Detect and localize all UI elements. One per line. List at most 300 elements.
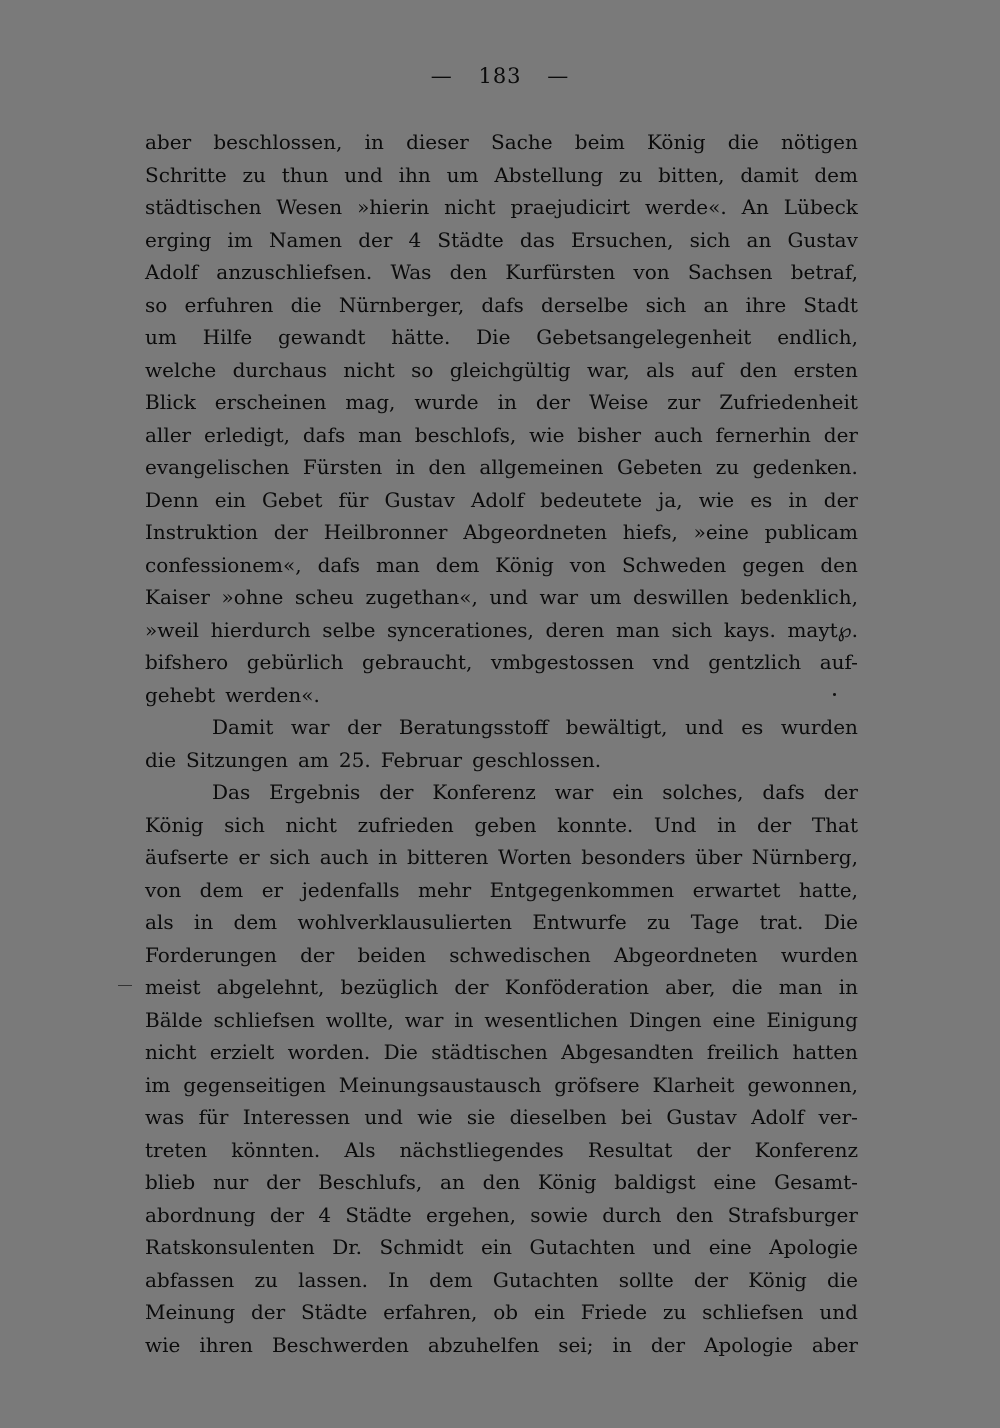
- text-word: wurden: [780, 942, 858, 967]
- text-word: die: [145, 747, 177, 772]
- text-word: Nürnberg,: [751, 845, 858, 869]
- text-line: [145, 1329, 858, 1362]
- text-line: [145, 386, 858, 419]
- text-word: er: [261, 877, 284, 902]
- text-word: der: [273, 520, 308, 544]
- text-word: Adolf: [751, 1105, 805, 1129]
- text-word: in: [454, 1007, 474, 1032]
- text-word: den: [428, 455, 466, 479]
- text-word: Sache: [491, 130, 553, 154]
- text-word: Abgesandten: [561, 1040, 694, 1064]
- text-word: Gustav: [384, 487, 455, 512]
- text-word: die: [727, 130, 759, 154]
- text-word: in: [193, 910, 214, 934]
- text-word: nicht: [444, 195, 496, 219]
- text-word: Konföderation: [504, 975, 650, 999]
- text-line: [145, 1199, 858, 1232]
- text-word: Die: [476, 325, 511, 349]
- text-word: Kaiser: [145, 585, 210, 609]
- text-word: der: [823, 780, 858, 804]
- text-word: baldigst: [614, 1170, 696, 1194]
- text-word: gentzlich: [708, 650, 802, 674]
- text-word: in: [497, 390, 517, 414]
- text-word: Zufriedenheit: [719, 390, 858, 414]
- text-line: [145, 159, 858, 192]
- text-word: Städte: [345, 1202, 412, 1227]
- text-word: deren: [545, 617, 605, 642]
- text-word: dafs: [481, 292, 524, 317]
- text-word: abzuhelfen: [427, 1332, 540, 1357]
- text-word: ja,: [658, 487, 683, 512]
- text-word: der: [300, 942, 335, 967]
- text-word: Strafsburger: [727, 1202, 858, 1227]
- text-word: Meinung: [145, 1300, 236, 1324]
- text-word: Adolf: [470, 487, 525, 512]
- text-word: deswillen: [633, 585, 729, 609]
- text-word: der: [454, 975, 489, 999]
- text-word: dem: [435, 552, 480, 577]
- text-word: eine: [712, 1007, 756, 1032]
- text-line: [145, 1101, 858, 1134]
- text-word: Gutachten: [492, 1267, 599, 1292]
- text-word: gleichgültig: [449, 357, 571, 382]
- text-word: über: [695, 845, 743, 869]
- text-word: nicht: [343, 357, 395, 382]
- text-word: nötigen: [781, 130, 858, 154]
- text-word: Wesen: [276, 195, 343, 219]
- text-word: und: [652, 1235, 692, 1259]
- text-word: Gustav: [787, 227, 858, 252]
- text-word: man: [375, 552, 420, 577]
- text-word: Schweden: [621, 552, 727, 577]
- text-word: wurden: [780, 715, 858, 739]
- text-word: lassen.: [298, 1267, 368, 1292]
- text-word: städtischen: [431, 1040, 548, 1064]
- text-word: es: [750, 487, 773, 512]
- text-word: dem: [814, 162, 858, 187]
- text-word: wie: [145, 1332, 181, 1357]
- text-word: Abgeordneten: [463, 520, 607, 544]
- text-word: zu: [647, 910, 671, 934]
- text-word: zu: [662, 1300, 687, 1324]
- text-word: Februar: [380, 747, 463, 772]
- text-word: Weise: [589, 390, 649, 414]
- text-word: im: [227, 227, 253, 252]
- text-word: That: [811, 812, 858, 837]
- text-word: bedenklich,: [740, 585, 858, 609]
- text-line: [145, 971, 858, 1004]
- text-word: als: [145, 910, 174, 934]
- text-word: bitten,: [658, 162, 725, 187]
- text-word: zu: [242, 162, 266, 187]
- text-line: [145, 484, 858, 517]
- text-word: sich: [671, 617, 713, 642]
- text-word: praejudicirt: [510, 195, 631, 219]
- text-word: wesentlichen: [484, 1007, 618, 1032]
- text-word: Tage: [690, 910, 740, 934]
- text-word: auf: [691, 357, 724, 382]
- text-word: so: [411, 357, 434, 382]
- text-word: für: [198, 1105, 229, 1129]
- text-word: an: [746, 227, 772, 252]
- text-word: vmbgestossen: [490, 650, 635, 674]
- text-word: Konferenz: [432, 780, 536, 804]
- text-word: er: [238, 845, 260, 869]
- text-word: König: [145, 812, 204, 837]
- text-word: die: [290, 292, 322, 317]
- text-line: [145, 419, 858, 452]
- text-word: auch: [653, 422, 703, 447]
- text-word: erfahren,: [383, 1300, 478, 1324]
- text-word: Die: [383, 1040, 418, 1064]
- text-word: in: [717, 812, 737, 837]
- text-word: gebürlich: [246, 650, 344, 674]
- text-word: An: [741, 195, 769, 219]
- text-word: war: [404, 1007, 444, 1032]
- text-word: hierdurch: [210, 617, 311, 642]
- text-word: dafs: [317, 552, 360, 577]
- text-word: dieselben: [509, 1105, 607, 1129]
- text-word: der: [650, 1332, 686, 1357]
- page-number: 183: [478, 64, 522, 88]
- text-word: Konferenz: [754, 1137, 858, 1162]
- text-word: Blick: [145, 390, 196, 414]
- text-word: selbe: [322, 617, 376, 642]
- text-line: [145, 1166, 858, 1199]
- text-word: blieb: [145, 1170, 196, 1194]
- text-word: am: [298, 747, 329, 772]
- text-word: und: [685, 715, 724, 739]
- text-word: Gustav: [666, 1105, 737, 1129]
- text-word: nicht: [145, 1040, 197, 1064]
- margin-mark: [118, 985, 132, 986]
- text-word: »weil: [145, 617, 199, 642]
- text-word: der: [379, 780, 414, 804]
- text-word: Schmidt: [379, 1235, 464, 1259]
- text-word: Instruktion: [145, 520, 258, 544]
- text-word: freilich: [706, 1040, 779, 1064]
- text-word: gebraucht,: [362, 650, 473, 674]
- text-word: Abstellung: [494, 162, 604, 187]
- text-word: Gebeten: [617, 455, 703, 479]
- text-word: nicht: [285, 812, 337, 837]
- text-word: das: [519, 227, 555, 252]
- text-line: [145, 581, 858, 614]
- text-line: [145, 1036, 858, 1069]
- text-word: zugethan«,: [365, 585, 478, 609]
- text-word: hatten: [792, 1040, 858, 1064]
- text-word: fernerhin: [715, 422, 811, 447]
- text-line: [145, 841, 858, 874]
- text-word: der: [266, 1170, 301, 1194]
- text-word: endlich,: [777, 325, 858, 349]
- text-word: in: [788, 487, 808, 512]
- text-word: Die: [823, 910, 858, 934]
- text-word: Friede: [580, 1300, 648, 1324]
- text-word: Das: [212, 780, 251, 804]
- text-word: die: [731, 975, 763, 999]
- text-word: war,: [586, 357, 630, 382]
- text-word: zufrieden: [357, 812, 454, 837]
- text-word: war: [290, 715, 330, 739]
- text-word: der: [358, 227, 393, 252]
- text-word: aller: [145, 422, 192, 447]
- text-word: König: [537, 1170, 597, 1194]
- text-word: um: [145, 325, 177, 349]
- text-word: »hierin: [357, 195, 430, 219]
- text-word: als: [646, 357, 675, 382]
- text-word: Meinungsaustausch: [338, 1072, 542, 1097]
- text-line: [145, 289, 858, 322]
- text-word: meist: [145, 975, 201, 999]
- text-word: damit: [740, 162, 799, 187]
- text-word: publicam: [764, 520, 858, 544]
- text-word: in: [364, 130, 384, 154]
- text-word: in: [395, 455, 415, 479]
- text-word: erzielt: [209, 1040, 275, 1064]
- text-word: Entgegenkommen: [489, 877, 675, 902]
- text-word: sie: [466, 1105, 496, 1129]
- text-word: sich: [689, 227, 731, 252]
- text-word: aber: [811, 1332, 858, 1357]
- text-word: gröfsere: [554, 1072, 640, 1097]
- text-word: wurde: [414, 390, 479, 414]
- text-word: Schritte: [145, 162, 227, 187]
- text-word: erfuhren: [184, 292, 274, 317]
- text-word: ver-: [818, 1105, 858, 1129]
- text-word: durch: [602, 1202, 662, 1227]
- text-word: der: [823, 422, 858, 447]
- text-line: [145, 516, 858, 549]
- text-word: erscheinen: [214, 390, 327, 414]
- text-word: gegenseitigen: [183, 1072, 326, 1097]
- text-word: wie: [698, 487, 735, 512]
- text-word: Beschlufs,: [318, 1170, 423, 1194]
- text-word: syncerationes,: [387, 617, 534, 642]
- text-word: erwartet: [692, 877, 781, 902]
- text-word: Gutachten: [529, 1235, 636, 1259]
- text-word: Abgeordneten: [613, 942, 758, 967]
- text-word: nächstliegendes: [399, 1137, 564, 1162]
- text-word: sich: [224, 812, 265, 837]
- text-word: durchaus: [232, 357, 328, 382]
- text-word: in: [838, 975, 858, 999]
- text-word: werde«.: [644, 195, 727, 219]
- text-line: [145, 126, 858, 159]
- text-word: worden.: [287, 1040, 371, 1064]
- text-word: Beratungsstoff: [398, 715, 549, 739]
- print-speck: [833, 693, 836, 696]
- text-word: Apologie: [769, 1235, 858, 1259]
- text-word: ob: [493, 1300, 519, 1324]
- text-word: Hilfe: [202, 325, 253, 349]
- text-word: aber: [145, 130, 192, 154]
- text-word: Fürsten: [302, 455, 383, 479]
- text-word: an: [440, 1170, 465, 1194]
- text-word: der: [696, 1137, 731, 1162]
- text-word: Worten: [498, 845, 572, 869]
- text-word: treten: [145, 1137, 208, 1162]
- text-word: der: [269, 1202, 305, 1227]
- text-word: wollte,: [325, 1007, 394, 1032]
- text-word: bei: [621, 1105, 653, 1129]
- text-word: vnd: [652, 650, 690, 674]
- text-word: König: [495, 552, 554, 577]
- text-line: [145, 256, 858, 289]
- text-word: bitteren: [407, 845, 489, 869]
- text-word: Als: [344, 1137, 376, 1162]
- text-word: gewonnen,: [747, 1072, 858, 1097]
- text-word: Beschwerden: [271, 1332, 409, 1357]
- text-word: kays.: [723, 617, 776, 642]
- text-word: es: [741, 715, 764, 739]
- text-word: gewandt: [278, 325, 366, 349]
- text-word: schliefsen: [702, 1300, 804, 1324]
- text-word: aber,: [665, 975, 716, 999]
- text-line: [145, 1231, 858, 1264]
- text-word: 25.: [338, 747, 371, 772]
- text-line: [145, 906, 858, 939]
- text-word: sei;: [558, 1332, 594, 1357]
- text-word: hiefs,: [622, 520, 678, 544]
- text-line: [145, 939, 858, 972]
- text-line: [145, 354, 858, 387]
- text-word: geben: [474, 812, 537, 837]
- text-word: bifshero: [145, 650, 229, 674]
- text-word: dem: [233, 910, 278, 934]
- text-line: [145, 1264, 858, 1297]
- text-word: Dr.: [332, 1235, 363, 1259]
- text-word: Gebetsangelegenheit: [536, 325, 752, 349]
- text-word: der: [823, 487, 858, 512]
- text-word: betraf,: [790, 260, 858, 284]
- text-word: Namen: [268, 227, 343, 252]
- text-word: mayt℘.: [787, 617, 858, 642]
- text-word: der: [347, 715, 382, 739]
- text-word: evangelischen: [145, 455, 290, 479]
- text-word: für: [338, 487, 369, 512]
- text-line: [145, 321, 858, 354]
- text-word: derselbe: [541, 292, 629, 317]
- text-line: [145, 1004, 858, 1037]
- text-word: Forderungen: [145, 942, 277, 967]
- text-word: der: [693, 1267, 729, 1292]
- text-word: König: [748, 1267, 807, 1292]
- text-line: [145, 874, 858, 907]
- text-word: Ergebnis: [269, 780, 361, 804]
- text-word: an: [703, 292, 729, 317]
- text-word: geschlossen.: [472, 747, 602, 772]
- text-word: ein: [480, 1235, 513, 1259]
- text-word: Städte: [300, 1300, 368, 1324]
- text-word: in: [378, 845, 398, 869]
- text-word: auch: [319, 845, 369, 869]
- text-word: Einigung: [766, 1007, 858, 1032]
- text-word: um: [589, 585, 622, 609]
- text-line: [145, 809, 858, 842]
- text-word: mag,: [345, 390, 396, 414]
- text-word: scheu: [294, 585, 354, 609]
- text-word: dafs: [762, 780, 805, 804]
- text-word: Interessen: [242, 1105, 351, 1129]
- text-word: bezüglich: [340, 975, 439, 999]
- text-word: der: [250, 1300, 286, 1324]
- text-word: »ohne: [221, 585, 284, 609]
- text-word: dem: [199, 877, 244, 902]
- text-word: man: [616, 617, 660, 642]
- page-number-dash-right: —: [547, 64, 570, 88]
- text-word: dem: [429, 1267, 473, 1292]
- text-word: den: [449, 260, 488, 284]
- text-word: Gesamt-: [774, 1170, 858, 1194]
- text-word: im: [145, 1072, 171, 1097]
- text-word: den: [820, 552, 858, 577]
- text-word: der: [756, 812, 792, 837]
- text-word: beim: [574, 130, 625, 154]
- text-word: beschlofs,: [414, 422, 517, 447]
- text-word: den: [739, 357, 778, 382]
- text-word: gehebt: [145, 682, 216, 707]
- text-word: abgelehnt,: [216, 975, 325, 999]
- text-line: [145, 1069, 858, 1102]
- text-word: bedeutete: [540, 487, 643, 512]
- text-word: Resultat: [587, 1137, 673, 1162]
- text-word: hatte,: [798, 877, 858, 902]
- text-word: eine: [708, 1235, 752, 1259]
- text-word: gedenken.: [752, 455, 858, 479]
- text-word: eine: [713, 1170, 757, 1194]
- text-word: um: [446, 162, 479, 187]
- text-word: könnten.: [231, 1137, 321, 1162]
- text-word: schwedischen: [449, 942, 591, 967]
- text-word: gegen: [742, 552, 805, 577]
- text-word: beiden: [357, 942, 427, 967]
- text-word: war: [554, 780, 594, 804]
- text-word: Damit: [212, 715, 274, 739]
- text-word: Was: [390, 260, 432, 284]
- text-line: [145, 776, 858, 809]
- text-word: dieser: [406, 130, 469, 154]
- text-word: Heilbronner: [323, 520, 448, 544]
- text-word: von: [633, 260, 670, 284]
- text-word: zu: [715, 455, 740, 479]
- text-word: ihre: [745, 292, 787, 317]
- text-line: [145, 224, 858, 257]
- text-line: [145, 679, 858, 712]
- text-word: 4: [318, 1202, 332, 1227]
- text-word: Ersuchen,: [571, 227, 674, 252]
- text-word: und: [364, 1105, 403, 1129]
- text-word: besonders: [581, 845, 686, 869]
- text-word: trat.: [759, 910, 804, 934]
- text-word: Stadt: [803, 292, 858, 317]
- text-word: den: [482, 1170, 521, 1194]
- text-word: ergehen,: [425, 1202, 516, 1227]
- text-word: jedenfalls: [301, 877, 400, 902]
- text-line: [145, 549, 858, 582]
- text-word: Klarheit: [652, 1072, 735, 1097]
- text-word: Bälde: [145, 1007, 203, 1032]
- text-word: ein: [533, 1300, 565, 1324]
- text-word: thun: [281, 162, 329, 187]
- text-word: Nürnberger,: [338, 292, 465, 317]
- text-line: [145, 646, 858, 679]
- text-word: auf-: [819, 650, 858, 674]
- page-number-header: [0, 64, 1000, 88]
- text-word: »eine: [693, 520, 749, 544]
- text-word: ein: [214, 487, 246, 512]
- text-word: sowie: [530, 1202, 588, 1227]
